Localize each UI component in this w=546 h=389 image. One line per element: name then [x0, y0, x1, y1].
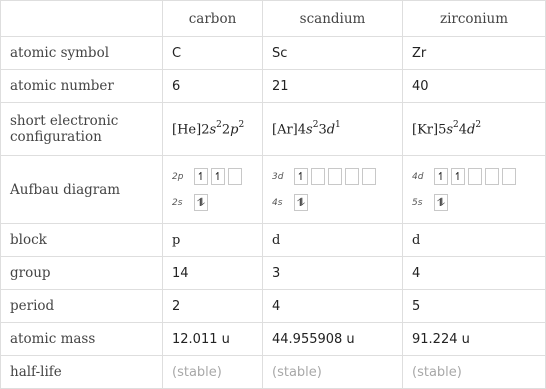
config-cell — [263, 103, 403, 156]
orbital-label: 5s — [412, 197, 423, 208]
orbital-box: ↿ — [451, 168, 465, 185]
orbital-level — [272, 193, 402, 212]
aufbau-cell — [263, 156, 403, 224]
config-electron-count: 2 — [238, 119, 245, 130]
cell-value: 2 — [163, 290, 263, 323]
orbital-label: 4d — [412, 171, 424, 182]
orbital-box — [468, 168, 482, 185]
orbital-level — [172, 193, 262, 212]
cell-value: 4 — [403, 257, 546, 290]
row-atomic-number — [1, 70, 546, 103]
orbital-level — [272, 167, 402, 186]
config-shell-number: 2 — [221, 122, 231, 138]
column-header-scandium: scandium — [263, 1, 403, 37]
cell-value: p — [163, 224, 263, 257]
orbital-box: ⥮ — [294, 194, 308, 211]
config-cell — [163, 103, 263, 156]
row-label: group — [1, 257, 163, 290]
cell-value: 40 — [403, 70, 546, 103]
cell-value: 21 — [263, 70, 403, 103]
row-label-line: configuration — [10, 129, 102, 145]
row-period — [1, 290, 546, 323]
row-group — [1, 257, 546, 290]
config-orbital-letter: s — [209, 122, 217, 138]
cell-value: d — [263, 224, 403, 257]
config-electron-count: 2 — [453, 119, 459, 130]
config-orbital-letter: d — [467, 122, 476, 138]
cell-value: 4 — [263, 290, 403, 323]
cell-value: d — [403, 224, 546, 257]
orbital-box — [485, 168, 499, 185]
orbital-level — [172, 167, 262, 186]
orbital-box — [362, 168, 376, 185]
aufbau-cell — [403, 156, 546, 224]
row-label: half-life — [1, 356, 163, 389]
row-aufbau-diagram — [1, 156, 546, 224]
orbital-box — [311, 168, 325, 185]
orbital-box — [228, 168, 242, 185]
config-electron-count: 2 — [312, 119, 319, 130]
orbital-label: 3d — [272, 171, 284, 182]
orbital-label: 2s — [172, 197, 183, 208]
cell-value: 14 — [163, 257, 263, 290]
column-header-zirconium: zirconium — [403, 1, 546, 37]
orbital-box — [328, 168, 342, 185]
corner-cell — [1, 1, 163, 37]
row-label: atomic mass — [1, 323, 163, 356]
header-row — [1, 1, 546, 37]
aufbau-cell — [163, 156, 263, 224]
orbital-box: ↿ — [434, 168, 448, 185]
cell-value: 91.224 u — [403, 323, 546, 356]
cell-value: Zr — [403, 37, 546, 70]
row-atomic-symbol — [1, 37, 546, 70]
row-label: atomic symbol — [1, 37, 163, 70]
row-label: atomic number — [1, 70, 163, 103]
orbital-label: 2p — [172, 171, 184, 182]
config-electron-count: 2 — [216, 119, 222, 130]
row-atomic-mass — [1, 323, 546, 356]
cell-value: 3 — [263, 257, 403, 290]
cell-value: 12.011 u — [163, 323, 263, 356]
orbital-box — [502, 168, 516, 185]
config-orbital-letter: s — [446, 122, 454, 138]
config-core: [Ar] — [272, 122, 298, 138]
config-shell-number: 3 — [318, 122, 327, 138]
cell-value: Sc — [263, 37, 403, 70]
orbital-box — [345, 168, 359, 185]
row-short-electronic-configuration — [1, 103, 546, 156]
config-shell-number: 4 — [297, 122, 307, 138]
column-header-carbon: carbon — [163, 1, 263, 37]
orbital-box: ↿ — [194, 168, 208, 185]
row-label — [1, 103, 163, 156]
cell-value: (stable) — [263, 356, 403, 389]
config-shell-number: 5 — [438, 122, 447, 138]
cell-value: (stable) — [403, 356, 546, 389]
config-orbital-letter: d — [326, 122, 336, 138]
config-electron-count: 1 — [335, 119, 341, 130]
config-core: [He] — [172, 122, 202, 138]
orbital-box: ⥮ — [194, 194, 208, 211]
row-label: block — [1, 224, 163, 257]
orbital-level — [412, 193, 545, 212]
config-cell — [403, 103, 546, 156]
config-electron-count: 2 — [475, 119, 482, 130]
orbital-box: ⥮ — [434, 194, 448, 211]
config-shell-number: 2 — [201, 122, 210, 138]
cell-value: C — [163, 37, 263, 70]
orbital-label: 4s — [272, 197, 283, 208]
config-orbital-letter: s — [306, 122, 313, 138]
orbital-level — [412, 167, 545, 186]
config-shell-number: 4 — [458, 122, 468, 138]
config-orbital-letter: p — [230, 122, 239, 138]
config-core: [Kr] — [412, 122, 439, 138]
row-label: period — [1, 290, 163, 323]
cell-value: 44.955908 u — [263, 323, 403, 356]
cell-value: (stable) — [163, 356, 263, 389]
row-label: Aufbau diagram — [1, 156, 163, 224]
row-half-life — [1, 356, 546, 389]
orbital-box: ↿ — [211, 168, 225, 185]
cell-value: 5 — [403, 290, 546, 323]
cell-value: 6 — [163, 70, 263, 103]
orbital-box: ↿ — [294, 168, 308, 185]
row-label-line: short electronic — [10, 113, 119, 129]
row-block — [1, 224, 546, 257]
